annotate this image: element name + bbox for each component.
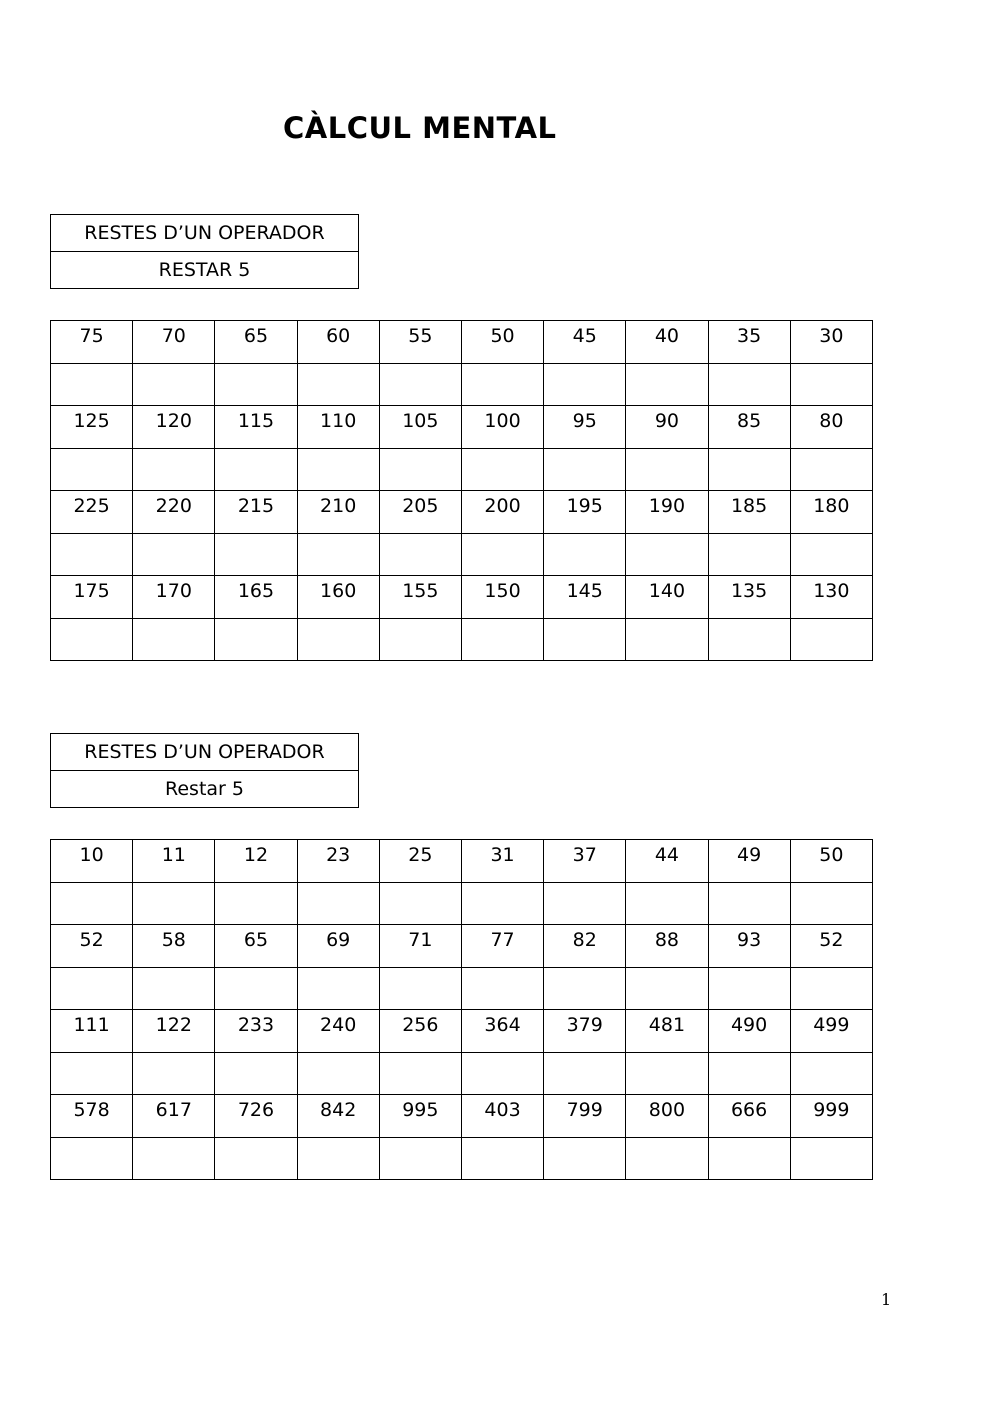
answer-cell[interactable] [461, 1053, 543, 1095]
answer-cell[interactable] [297, 883, 379, 925]
answer-cell[interactable] [461, 534, 543, 576]
answer-cell[interactable] [544, 1138, 626, 1180]
number-cell: 140 [626, 576, 708, 619]
answer-cell[interactable] [626, 534, 708, 576]
number-row [51, 491, 873, 534]
answer-row [51, 449, 873, 491]
section-1-label-box [50, 214, 359, 289]
number-cell: 799 [544, 1095, 626, 1138]
number-cell: 220 [133, 491, 215, 534]
number-cell: 25 [379, 840, 461, 883]
answer-cell[interactable] [544, 968, 626, 1010]
number-cell: 105 [379, 406, 461, 449]
answer-cell[interactable] [708, 1138, 790, 1180]
number-cell: 50 [790, 840, 872, 883]
answer-cell[interactable] [626, 1053, 708, 1095]
number-cell: 145 [544, 576, 626, 619]
number-row [51, 576, 873, 619]
number-cell: 999 [790, 1095, 872, 1138]
number-row [51, 321, 873, 364]
number-cell: 800 [626, 1095, 708, 1138]
answer-cell[interactable] [215, 364, 297, 406]
number-cell: 215 [215, 491, 297, 534]
number-cell: 210 [297, 491, 379, 534]
number-cell: 58 [133, 925, 215, 968]
answer-cell[interactable] [51, 449, 133, 491]
answer-cell[interactable] [626, 1138, 708, 1180]
number-row [51, 1010, 873, 1053]
number-cell: 190 [626, 491, 708, 534]
answer-cell[interactable] [297, 449, 379, 491]
answer-cell[interactable] [133, 449, 215, 491]
section-1-heading: RESTES D’UN OPERADOR [51, 215, 359, 252]
number-cell: 65 [215, 321, 297, 364]
number-cell: 195 [544, 491, 626, 534]
answer-cell[interactable] [790, 883, 872, 925]
answer-cell[interactable] [215, 968, 297, 1010]
answer-cell[interactable] [708, 1053, 790, 1095]
number-cell: 995 [379, 1095, 461, 1138]
number-cell: 185 [708, 491, 790, 534]
number-row [51, 840, 873, 883]
answer-cell[interactable] [297, 364, 379, 406]
answer-cell[interactable] [790, 534, 872, 576]
number-cell: 77 [461, 925, 543, 968]
answer-row [51, 1138, 873, 1180]
answer-cell[interactable] [215, 449, 297, 491]
section-2-operation: Restar 5 [51, 771, 359, 808]
answer-cell[interactable] [51, 364, 133, 406]
number-cell: 150 [461, 576, 543, 619]
answer-cell[interactable] [215, 534, 297, 576]
answer-cell[interactable] [297, 1138, 379, 1180]
answer-cell[interactable] [790, 968, 872, 1010]
answer-row [51, 1053, 873, 1095]
answer-cell[interactable] [133, 534, 215, 576]
number-cell: 256 [379, 1010, 461, 1053]
number-cell: 233 [215, 1010, 297, 1053]
number-cell: 35 [708, 321, 790, 364]
number-cell: 49 [708, 840, 790, 883]
number-cell: 52 [790, 925, 872, 968]
answer-cell[interactable] [51, 1053, 133, 1095]
number-cell: 200 [461, 491, 543, 534]
number-cell: 44 [626, 840, 708, 883]
answer-cell[interactable] [215, 883, 297, 925]
number-cell: 481 [626, 1010, 708, 1053]
answer-cell[interactable] [51, 968, 133, 1010]
number-cell: 75 [51, 321, 133, 364]
number-cell: 130 [790, 576, 872, 619]
number-cell: 55 [379, 321, 461, 364]
number-cell: 60 [297, 321, 379, 364]
answer-cell[interactable] [790, 364, 872, 406]
number-cell: 31 [461, 840, 543, 883]
answer-cell[interactable] [708, 534, 790, 576]
answer-cell[interactable] [461, 449, 543, 491]
answer-cell[interactable] [790, 1138, 872, 1180]
section-2-heading: RESTES D’UN OPERADOR [51, 734, 359, 771]
answer-cell[interactable] [379, 534, 461, 576]
section-1-operation: RESTAR 5 [51, 252, 359, 289]
number-row [51, 925, 873, 968]
answer-cell[interactable] [461, 968, 543, 1010]
answer-row [51, 534, 873, 576]
number-cell: 90 [626, 406, 708, 449]
number-cell: 578 [51, 1095, 133, 1138]
answer-cell[interactable] [461, 619, 543, 661]
number-cell: 45 [544, 321, 626, 364]
number-cell: 11 [133, 840, 215, 883]
section-2-label-box [50, 733, 359, 808]
answer-cell[interactable] [708, 883, 790, 925]
answer-cell[interactable] [461, 364, 543, 406]
number-cell: 240 [297, 1010, 379, 1053]
number-cell: 10 [51, 840, 133, 883]
answer-cell[interactable] [461, 883, 543, 925]
number-cell: 403 [461, 1095, 543, 1138]
answer-cell[interactable] [461, 1138, 543, 1180]
answer-cell[interactable] [297, 534, 379, 576]
section-1-exercise-grid [50, 320, 873, 661]
answer-cell[interactable] [626, 364, 708, 406]
number-cell: 170 [133, 576, 215, 619]
number-cell: 180 [790, 491, 872, 534]
answer-cell[interactable] [379, 968, 461, 1010]
answer-cell[interactable] [708, 449, 790, 491]
number-cell: 95 [544, 406, 626, 449]
page-title: CÀLCUL MENTAL [283, 111, 557, 145]
answer-cell[interactable] [379, 1138, 461, 1180]
answer-cell[interactable] [297, 1053, 379, 1095]
answer-cell[interactable] [626, 883, 708, 925]
number-cell: 88 [626, 925, 708, 968]
number-cell: 617 [133, 1095, 215, 1138]
number-cell: 125 [51, 406, 133, 449]
page-number: 1 [881, 1290, 892, 1309]
answer-cell[interactable] [215, 1053, 297, 1095]
number-cell: 490 [708, 1010, 790, 1053]
section-2-exercise-grid [50, 839, 873, 1180]
answer-cell[interactable] [379, 619, 461, 661]
number-cell: 225 [51, 491, 133, 534]
number-cell: 160 [297, 576, 379, 619]
answer-row [51, 883, 873, 925]
answer-cell[interactable] [297, 619, 379, 661]
answer-row [51, 968, 873, 1010]
number-cell: 205 [379, 491, 461, 534]
number-cell: 30 [790, 321, 872, 364]
number-cell: 85 [708, 406, 790, 449]
answer-cell[interactable] [626, 968, 708, 1010]
number-cell: 70 [133, 321, 215, 364]
answer-cell[interactable] [297, 968, 379, 1010]
answer-cell[interactable] [133, 364, 215, 406]
number-cell: 23 [297, 840, 379, 883]
number-cell: 65 [215, 925, 297, 968]
number-cell: 12 [215, 840, 297, 883]
answer-cell[interactable] [379, 449, 461, 491]
answer-row [51, 364, 873, 406]
answer-row [51, 619, 873, 661]
number-cell: 82 [544, 925, 626, 968]
answer-cell[interactable] [708, 364, 790, 406]
answer-cell[interactable] [215, 1138, 297, 1180]
number-cell: 842 [297, 1095, 379, 1138]
answer-cell[interactable] [790, 619, 872, 661]
number-cell: 120 [133, 406, 215, 449]
answer-cell[interactable] [51, 534, 133, 576]
number-cell: 499 [790, 1010, 872, 1053]
answer-cell[interactable] [708, 619, 790, 661]
answer-cell[interactable] [626, 449, 708, 491]
answer-cell[interactable] [544, 534, 626, 576]
answer-cell[interactable] [133, 968, 215, 1010]
number-cell: 165 [215, 576, 297, 619]
answer-cell[interactable] [133, 883, 215, 925]
answer-cell[interactable] [544, 364, 626, 406]
answer-cell[interactable] [544, 449, 626, 491]
number-cell: 115 [215, 406, 297, 449]
answer-cell[interactable] [51, 1138, 133, 1180]
answer-cell[interactable] [544, 883, 626, 925]
number-cell: 37 [544, 840, 626, 883]
answer-cell[interactable] [708, 968, 790, 1010]
answer-cell[interactable] [790, 1053, 872, 1095]
answer-cell[interactable] [544, 1053, 626, 1095]
answer-cell[interactable] [51, 619, 133, 661]
number-cell: 726 [215, 1095, 297, 1138]
answer-cell[interactable] [133, 1053, 215, 1095]
number-cell: 175 [51, 576, 133, 619]
number-cell: 364 [461, 1010, 543, 1053]
answer-cell[interactable] [133, 1138, 215, 1180]
number-row [51, 406, 873, 449]
answer-cell[interactable] [379, 364, 461, 406]
number-cell: 50 [461, 321, 543, 364]
answer-cell[interactable] [790, 449, 872, 491]
number-cell: 135 [708, 576, 790, 619]
number-cell: 379 [544, 1010, 626, 1053]
answer-cell[interactable] [544, 619, 626, 661]
number-cell: 111 [51, 1010, 133, 1053]
number-cell: 666 [708, 1095, 790, 1138]
answer-cell[interactable] [215, 619, 297, 661]
number-row [51, 1095, 873, 1138]
number-cell: 122 [133, 1010, 215, 1053]
number-cell: 71 [379, 925, 461, 968]
answer-cell[interactable] [51, 883, 133, 925]
number-cell: 40 [626, 321, 708, 364]
number-cell: 93 [708, 925, 790, 968]
answer-cell[interactable] [626, 619, 708, 661]
number-cell: 100 [461, 406, 543, 449]
answer-cell[interactable] [379, 883, 461, 925]
number-cell: 155 [379, 576, 461, 619]
number-cell: 69 [297, 925, 379, 968]
answer-cell[interactable] [133, 619, 215, 661]
number-cell: 110 [297, 406, 379, 449]
answer-cell[interactable] [379, 1053, 461, 1095]
number-cell: 80 [790, 406, 872, 449]
number-cell: 52 [51, 925, 133, 968]
